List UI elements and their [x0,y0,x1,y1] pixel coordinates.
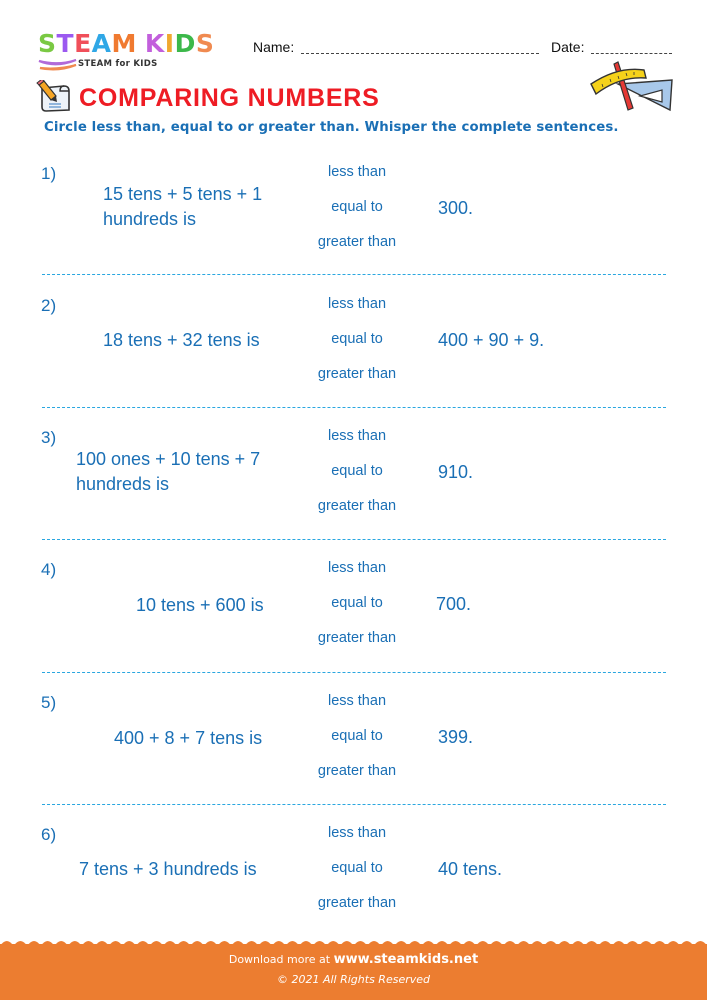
footer-site-link[interactable]: www.steamkids.net [333,952,479,967]
problem-expression [136,593,264,618]
problem-4 [0,556,707,688]
option-greater-than[interactable]: greater than [317,234,397,250]
expression-line: 7 tens + 3 hundreds is [79,859,257,879]
problem-number: 3) [41,428,57,447]
option-less-than[interactable]: less than [327,296,387,312]
problem-expression [76,447,260,497]
pencil-paper-icon [36,80,72,114]
problem-6 [0,821,707,953]
problem-rhs: 400 + 90 + 9. [438,330,545,350]
steam-kids-logo [38,30,238,75]
logo-letter: S [195,29,215,58]
logo-letter: D [174,29,196,58]
option-greater-than[interactable]: greater than [317,630,397,646]
option-equal-to[interactable]: equal to [331,199,383,215]
problem-number: 2) [41,296,57,315]
expression-line: 400 + 8 + 7 tens is [114,728,263,748]
problem-number: 4) [41,560,57,579]
option-less-than[interactable]: less than [327,693,387,709]
problem-2 [0,292,707,424]
option-equal-to[interactable]: equal to [331,728,383,744]
problem-number: 6) [41,825,57,844]
problem-expression [103,182,262,232]
logo-wordmark [38,30,214,58]
logo-letter: A [91,29,112,58]
option-less-than[interactable]: less than [327,825,387,841]
name-label: Name: [253,39,295,55]
expression-line: hundreds is [103,209,197,229]
footer-copyright: © 2021 All Rights Reserved [276,973,430,986]
problem-expression [114,726,262,751]
option-less-than[interactable]: less than [327,428,387,444]
problem-1 [0,160,707,292]
problem-rhs: 40 tens. [438,859,503,879]
divider [42,672,666,673]
expression-line: hundreds is [76,474,170,494]
page-title: COMPARING NUMBERS [79,84,380,112]
problem-rhs: 399. [438,727,474,747]
expression-line: 15 tens + 5 tens + 1 [103,184,263,204]
option-equal-to[interactable]: equal to [331,595,383,611]
option-equal-to[interactable]: equal to [331,860,383,876]
logo-letter: K [144,29,165,58]
divider [42,539,666,540]
option-equal-to[interactable]: equal to [331,331,383,347]
divider [42,804,666,805]
logo-letter: T [56,29,75,58]
option-greater-than[interactable]: greater than [317,366,397,382]
logo-letter: I [164,29,175,58]
problem-number: 1) [41,164,57,183]
option-equal-to[interactable]: equal to [331,463,383,479]
problem-expression [103,328,260,353]
date-label: Date: [551,39,585,55]
expression-line: 100 ones + 10 tens + 7 [76,449,261,469]
footer-download [0,952,707,967]
option-greater-than[interactable]: greater than [317,763,397,779]
problem-5 [0,689,707,821]
option-less-than[interactable]: less than [327,164,387,180]
option-greater-than[interactable]: greater than [317,895,397,911]
logo-letter: E [74,29,92,58]
problem-number: 5) [41,693,57,712]
problem-rhs: 700. [436,594,472,614]
option-less-than[interactable]: less than [327,560,387,576]
logo-letter: S [38,29,57,58]
divider [42,274,666,275]
instruction-text: Circle less than, equal to or greater than. Whisper the complete sentences. [44,120,619,135]
problem-rhs: 300. [438,198,474,218]
logo-swoosh-icon [38,58,78,72]
expression-line: 18 tens + 32 tens is [103,330,260,350]
date-field[interactable] [591,53,672,54]
expression-line: 10 tens + 600 is [136,595,264,615]
logo-tagline: STEAM for KIDS [78,59,158,69]
name-field[interactable] [301,53,539,54]
footer-download-prefix: Download more at [228,953,331,966]
problem-3 [0,424,707,556]
divider [42,407,666,408]
ruler-triangle-icon [588,60,674,114]
logo-letter: M [111,29,137,58]
option-greater-than[interactable]: greater than [317,498,397,514]
problem-rhs: 910. [438,462,474,482]
problem-expression [79,857,257,882]
